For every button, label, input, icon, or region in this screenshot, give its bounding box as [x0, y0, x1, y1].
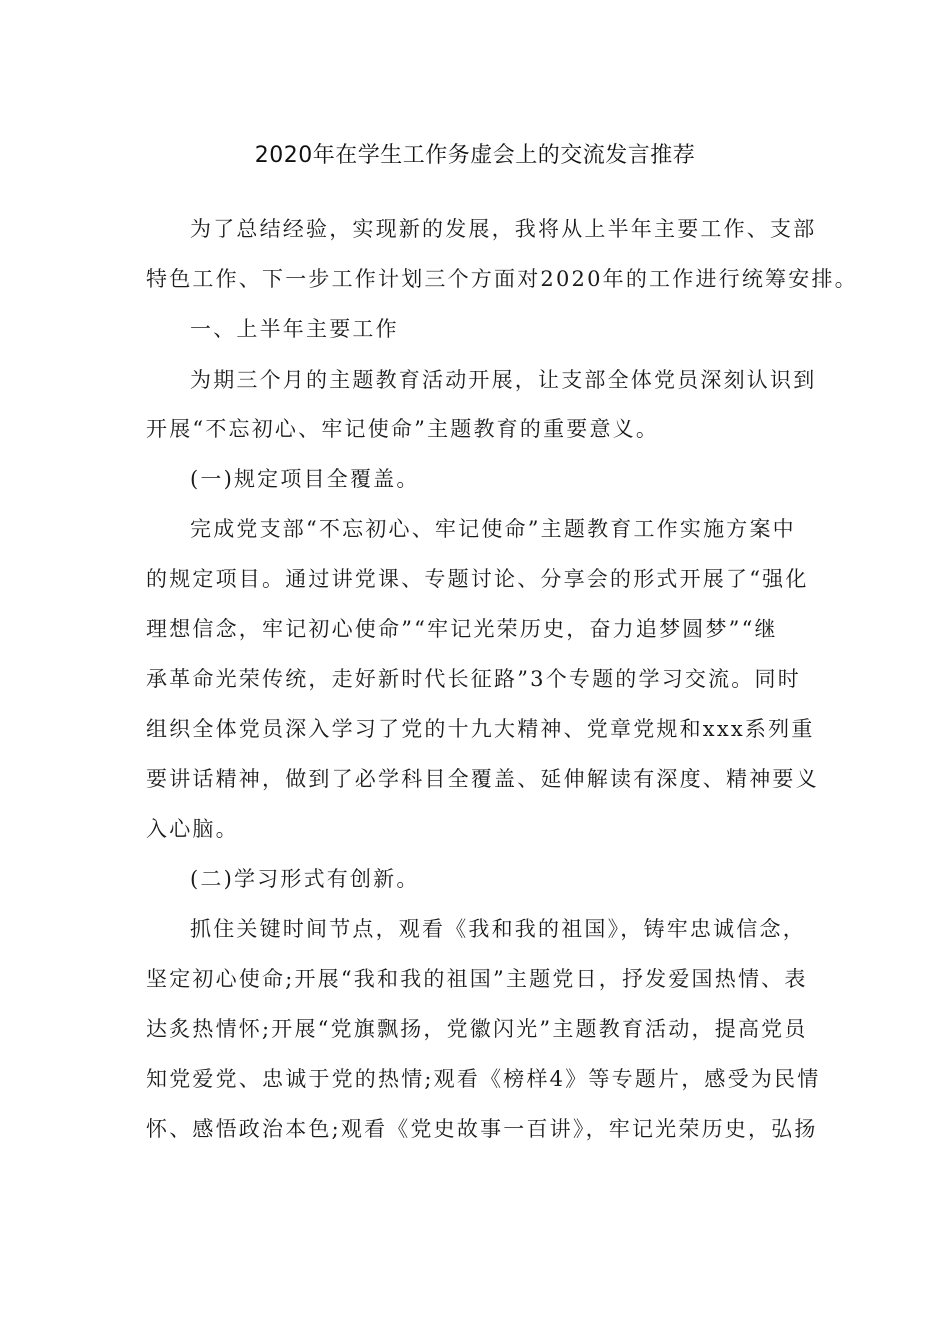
- paragraph-line: 抓住关键时间节点，观看《我和我的祖国》，铸牢忠诚信念，: [190, 917, 806, 941]
- document-title: 2020年在学生工作务虚会上的交流发言推荐: [254, 143, 696, 168]
- subsection-heading: (一)规定项目全覆盖。: [190, 467, 420, 491]
- paragraph-line: 入心脑。: [146, 817, 239, 841]
- paragraph-line: 达炙热情怀;开展“党旗飘扬，党徽闪光”主题教育活动，提高党员: [146, 1017, 808, 1041]
- section-heading: 一、上半年主要工作: [190, 317, 399, 341]
- paragraph-line: 为了总结经验，实现新的发展，我将从上半年主要工作、支部: [190, 217, 817, 241]
- paragraph-line: 承革命光荣传统，走好新时代长征路”3个专题的学习交流。同时: [146, 667, 801, 691]
- paragraph-line: 的规定项目。通过讲党课、专题讨论、分享会的形式开展了“强化: [146, 567, 809, 591]
- paragraph-line: 为期三个月的主题教育活动开展，让支部全体党员深刻认识到: [190, 368, 817, 392]
- subsection-heading: (二)学习形式有创新。: [190, 867, 420, 891]
- paragraph-line: 完成党支部“不忘初心、牢记使命”主题教育工作实施方案中: [190, 517, 796, 541]
- paragraph-line: 组织全体党员深入学习了党的十九大精神、党章党规和xxx系列重: [146, 717, 815, 741]
- paragraph-line: 坚定初心使命;开展“我和我的祖国”主题党日，抒发爱国热情、表: [146, 967, 808, 991]
- paragraph-line: 开展“不忘初心、牢记使命”主题教育的重要意义。: [146, 417, 660, 441]
- paragraph-line: 特色工作、下一步工作计划三个方面对2020年的工作进行统筹安排。: [146, 267, 858, 291]
- paragraph-line: 怀、感悟政治本色;观看《党史故事一百讲》，牢记光荣历史，弘扬: [146, 1117, 818, 1141]
- paragraph-line: 要讲话精神，做到了必学科目全覆盖、延伸解读有深度、精神要义: [146, 767, 819, 791]
- paragraph-line: 知党爱党、忠诚于党的热情;观看《榜样4》等专题片，感受为民情: [146, 1067, 821, 1091]
- paragraph-line: 理想信念，牢记初心使命”“牢记光荣历史，奋力追梦圆梦”“继: [146, 617, 778, 641]
